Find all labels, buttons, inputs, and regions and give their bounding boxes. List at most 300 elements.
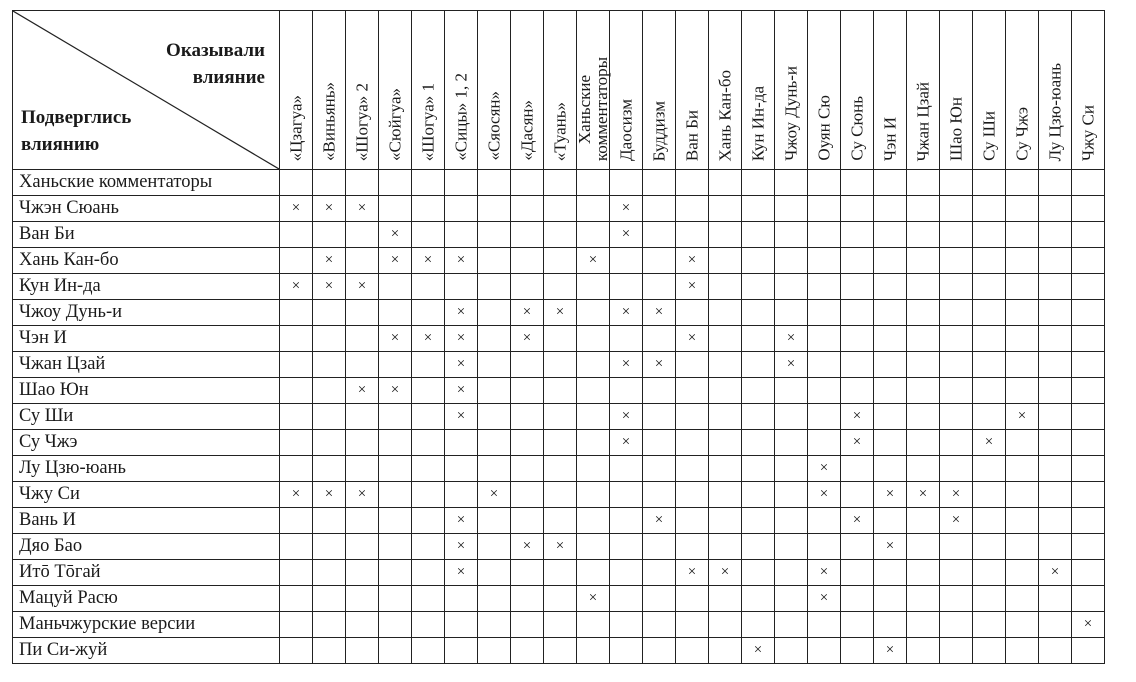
empty-cell [511,274,544,300]
influence-mark: × [346,196,379,222]
empty-cell [412,482,445,508]
empty-cell [313,560,346,586]
influence-mark: × [610,352,643,378]
row-label: Су Чжэ [13,430,280,456]
table-row [13,404,1105,430]
empty-cell [775,248,808,274]
empty-cell [1072,560,1105,586]
column-header [478,11,511,170]
influence-mark: × [379,248,412,274]
influence-mark: × [841,508,874,534]
empty-cell [643,196,676,222]
empty-cell [643,248,676,274]
empty-cell [643,326,676,352]
empty-cell [676,508,709,534]
empty-cell [280,638,313,664]
column-header-label: «Шогуа» 2 [352,82,372,161]
empty-cell [379,170,412,196]
empty-cell [544,274,577,300]
column-header-label: «Сяосян» [484,91,504,161]
table-row [13,352,1105,378]
empty-cell [346,456,379,482]
influence-mark: × [907,482,940,508]
empty-cell [742,274,775,300]
empty-cell [742,378,775,404]
influence-mark: × [808,560,841,586]
influence-mark: × [511,326,544,352]
influence-mark: × [445,378,478,404]
empty-cell [874,586,907,612]
empty-cell [544,456,577,482]
empty-cell [676,482,709,508]
empty-cell [709,404,742,430]
empty-cell [775,508,808,534]
empty-cell [709,170,742,196]
empty-cell [577,534,610,560]
empty-cell [577,508,610,534]
empty-cell [1072,508,1105,534]
empty-cell [907,248,940,274]
influence-mark: × [577,248,610,274]
row-label: Чжан Цзай [13,352,280,378]
empty-cell [907,586,940,612]
empty-cell [1072,430,1105,456]
column-header [775,11,808,170]
influence-mark: × [313,274,346,300]
column-header [1006,11,1039,170]
empty-cell [511,170,544,196]
empty-cell [379,560,412,586]
empty-cell [1039,612,1072,638]
empty-cell [742,560,775,586]
empty-cell [742,248,775,274]
empty-cell [313,352,346,378]
empty-cell [907,638,940,664]
empty-cell [610,586,643,612]
empty-cell [1072,378,1105,404]
empty-cell [643,170,676,196]
empty-cell [511,196,544,222]
row-label: Чжу Си [13,482,280,508]
empty-cell [313,326,346,352]
empty-cell [544,586,577,612]
empty-cell [412,196,445,222]
empty-cell [1006,482,1039,508]
empty-cell [676,352,709,378]
table-row [13,482,1105,508]
column-header-label: Су Ши [979,111,999,161]
empty-cell [874,274,907,300]
column-header-label: «Виньянь» [319,82,339,161]
empty-cell [511,482,544,508]
empty-cell [346,170,379,196]
empty-cell [412,378,445,404]
empty-cell [511,430,544,456]
empty-cell [1006,352,1039,378]
empty-cell [907,222,940,248]
empty-cell [478,222,511,248]
empty-cell [544,482,577,508]
row-label: Лу Цзю-юань [13,456,280,482]
column-header [1039,11,1072,170]
column-header [313,11,346,170]
influence-mark: × [577,586,610,612]
empty-cell [742,456,775,482]
empty-cell [511,612,544,638]
influence-mark: × [346,482,379,508]
empty-cell [379,638,412,664]
empty-cell [478,300,511,326]
empty-cell [1006,222,1039,248]
empty-cell [280,404,313,430]
empty-cell [907,456,940,482]
empty-cell [1072,300,1105,326]
empty-cell [1006,326,1039,352]
corner-cell [13,11,280,170]
empty-cell [808,430,841,456]
row-label: Дяо Бао [13,534,280,560]
influence-mark: × [313,196,346,222]
empty-cell [775,274,808,300]
empty-cell [1006,274,1039,300]
empty-cell [1006,430,1039,456]
column-header [742,11,775,170]
influence-mark: × [1039,560,1072,586]
empty-cell [313,586,346,612]
empty-cell [280,222,313,248]
empty-cell [940,248,973,274]
empty-cell [841,560,874,586]
empty-cell [643,482,676,508]
empty-cell [940,560,973,586]
influence-mark: × [445,560,478,586]
empty-cell [676,378,709,404]
empty-cell [709,274,742,300]
empty-cell [577,196,610,222]
row-label: Чэн И [13,326,280,352]
influence-mark: × [445,352,478,378]
empty-cell [742,196,775,222]
empty-cell [577,612,610,638]
empty-cell [1006,456,1039,482]
empty-cell [874,300,907,326]
empty-cell [808,274,841,300]
influence-mark: × [544,534,577,560]
empty-cell [874,248,907,274]
empty-cell [940,196,973,222]
empty-cell [445,196,478,222]
empty-cell [412,300,445,326]
empty-cell [775,404,808,430]
empty-cell [379,352,412,378]
empty-cell [709,482,742,508]
table-body [13,170,1105,664]
empty-cell [478,586,511,612]
empty-cell [940,222,973,248]
column-header [907,11,940,170]
influence-mark: × [610,196,643,222]
empty-cell [610,456,643,482]
empty-cell [973,222,1006,248]
empty-cell [1072,482,1105,508]
column-header-label: Чжоу Дунь-и [781,66,801,161]
empty-cell [973,170,1006,196]
empty-cell [412,534,445,560]
empty-cell [610,274,643,300]
empty-cell [709,612,742,638]
empty-cell [742,404,775,430]
column-header [841,11,874,170]
empty-cell [346,612,379,638]
empty-cell [940,326,973,352]
empty-cell [1072,534,1105,560]
empty-cell [775,586,808,612]
empty-cell [280,456,313,482]
empty-cell [577,638,610,664]
empty-cell [280,534,313,560]
empty-cell [775,378,808,404]
empty-cell [709,248,742,274]
empty-cell [1072,586,1105,612]
empty-cell [478,430,511,456]
influence-mark: × [676,274,709,300]
empty-cell [907,170,940,196]
empty-cell [577,274,610,300]
empty-cell [1039,482,1072,508]
empty-cell [643,430,676,456]
influence-mark: × [280,482,313,508]
empty-cell [1039,404,1072,430]
empty-cell [742,430,775,456]
empty-cell [511,404,544,430]
influence-mark: × [610,300,643,326]
empty-cell [874,222,907,248]
empty-cell [808,170,841,196]
influence-mark: × [610,404,643,430]
influence-mark: × [379,222,412,248]
empty-cell [313,430,346,456]
column-header [973,11,1006,170]
empty-cell [643,534,676,560]
empty-cell [313,534,346,560]
empty-cell [874,404,907,430]
empty-cell [940,378,973,404]
row-label: Вань И [13,508,280,534]
influence-mark: × [412,326,445,352]
empty-cell [676,638,709,664]
empty-cell [313,456,346,482]
influence-mark: × [313,482,346,508]
column-header [808,11,841,170]
column-header-label: Шао Юн [946,96,966,161]
empty-cell [511,586,544,612]
column-header [544,11,577,170]
influence-mark: × [346,378,379,404]
empty-cell [973,612,1006,638]
empty-cell [346,326,379,352]
empty-cell [841,638,874,664]
empty-cell [1072,326,1105,352]
empty-cell [544,378,577,404]
influence-mark: × [643,352,676,378]
empty-cell [511,222,544,248]
empty-cell [1039,326,1072,352]
empty-cell [346,560,379,586]
column-header-label: Лу Цзю-юань [1045,62,1065,161]
empty-cell [313,638,346,664]
influence-mark: × [412,248,445,274]
empty-cell [544,248,577,274]
table-row [13,170,1105,196]
empty-cell [742,222,775,248]
empty-cell [907,508,940,534]
empty-cell [841,586,874,612]
influence-mark: × [808,456,841,482]
empty-cell [709,508,742,534]
empty-cell [577,170,610,196]
empty-cell [907,274,940,300]
empty-cell [973,456,1006,482]
empty-cell [874,170,907,196]
empty-cell [544,612,577,638]
empty-cell [940,456,973,482]
table-row [13,300,1105,326]
influence-mark: × [874,534,907,560]
empty-cell [940,170,973,196]
influence-mark: × [445,534,478,560]
empty-cell [346,534,379,560]
column-header-label: «Туань» [550,101,570,161]
influence-mark: × [445,248,478,274]
empty-cell [610,482,643,508]
empty-cell [478,326,511,352]
empty-cell [544,508,577,534]
empty-cell [478,638,511,664]
row-label: Хань Кан-бо [13,248,280,274]
empty-cell [775,456,808,482]
empty-cell [775,300,808,326]
influence-mark: × [808,586,841,612]
column-header [676,11,709,170]
empty-cell [544,404,577,430]
empty-cell [313,508,346,534]
table-row [13,378,1105,404]
empty-cell [1006,378,1039,404]
influence-mark: × [973,430,1006,456]
empty-cell [511,378,544,404]
empty-cell [346,586,379,612]
influence-mark: × [379,378,412,404]
influence-mark: × [643,300,676,326]
empty-cell [577,560,610,586]
influence-mark: × [841,404,874,430]
empty-cell [1039,222,1072,248]
empty-cell [1006,560,1039,586]
influence-mark: × [511,300,544,326]
influence-mark: × [808,482,841,508]
empty-cell [280,352,313,378]
table-row [13,560,1105,586]
empty-cell [973,586,1006,612]
empty-cell [841,248,874,274]
empty-cell [379,430,412,456]
empty-cell [676,430,709,456]
empty-cell [544,560,577,586]
empty-cell [808,196,841,222]
empty-cell [874,612,907,638]
empty-cell [676,300,709,326]
empty-cell [379,196,412,222]
influence-mark: × [313,248,346,274]
influence-mark: × [874,482,907,508]
column-header-label: «Сюйгуа» [385,88,405,161]
empty-cell [907,326,940,352]
empty-cell [379,482,412,508]
influence-mark: × [643,508,676,534]
header-row [13,11,1105,170]
empty-cell [577,300,610,326]
empty-cell [1072,248,1105,274]
empty-cell [1072,274,1105,300]
empty-cell [775,482,808,508]
empty-cell [874,508,907,534]
empty-cell [808,222,841,248]
empty-cell [973,274,1006,300]
empty-cell [544,222,577,248]
influence-mark: × [478,482,511,508]
row-label: Итō Тōгай [13,560,280,586]
column-header [445,11,478,170]
empty-cell [1006,638,1039,664]
column-header [940,11,973,170]
empty-cell [973,534,1006,560]
column-header [643,11,676,170]
empty-cell [643,560,676,586]
empty-cell [445,638,478,664]
influence-mark: × [676,326,709,352]
empty-cell [841,378,874,404]
empty-cell [808,352,841,378]
empty-cell [1006,534,1039,560]
empty-cell [1006,586,1039,612]
empty-cell [478,560,511,586]
empty-cell [973,248,1006,274]
empty-cell [412,586,445,612]
column-header-label: Оуян Сю [814,95,834,161]
empty-cell [907,612,940,638]
empty-cell [478,248,511,274]
empty-cell [511,248,544,274]
column-header [1072,11,1105,170]
empty-cell [940,586,973,612]
empty-cell [676,170,709,196]
empty-cell [511,456,544,482]
empty-cell [841,274,874,300]
empty-cell [775,222,808,248]
empty-cell [1039,534,1072,560]
empty-cell [412,456,445,482]
empty-cell [412,274,445,300]
empty-cell [379,508,412,534]
empty-cell [346,222,379,248]
empty-cell [280,586,313,612]
empty-cell [709,586,742,612]
empty-cell [907,378,940,404]
empty-cell [445,482,478,508]
table-row [13,586,1105,612]
empty-cell [676,612,709,638]
empty-cell [973,482,1006,508]
